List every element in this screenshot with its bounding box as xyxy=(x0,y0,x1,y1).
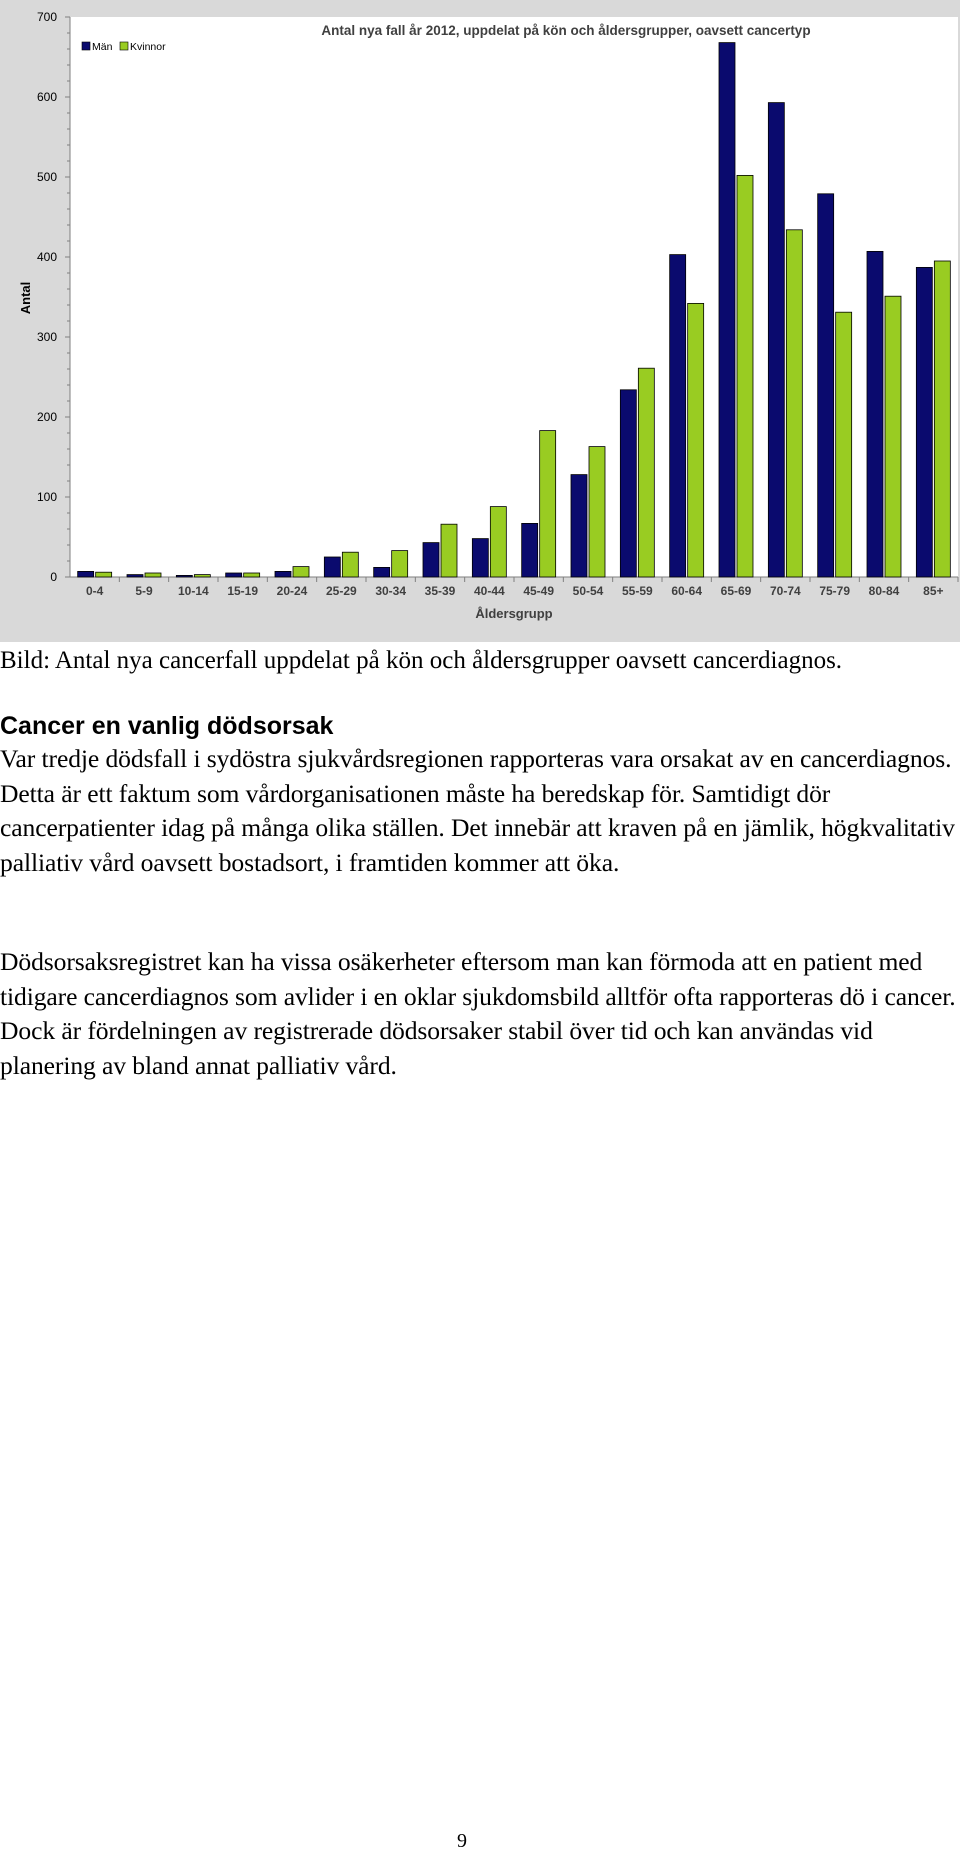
x-tick-label: 60-64 xyxy=(671,584,703,598)
y-tick-label: 200 xyxy=(36,410,57,424)
legend-swatch-man xyxy=(82,42,90,50)
bar-kvinnor-50-54 xyxy=(589,447,605,577)
bar-man-40-44 xyxy=(472,539,488,577)
bar-man-0-4 xyxy=(78,571,94,577)
bar-kvinnor-55-59 xyxy=(638,368,654,577)
bar-kvinnor-45-49 xyxy=(540,431,556,577)
bar-man-70-74 xyxy=(768,103,784,577)
x-tick-label: 40-44 xyxy=(473,584,505,598)
x-tick-label: 15-19 xyxy=(227,584,259,598)
bar-kvinnor-15-19 xyxy=(244,573,260,577)
x-tick-label: 65-69 xyxy=(720,584,752,598)
x-tick-label: 45-49 xyxy=(523,584,555,598)
bar-man-65-69 xyxy=(719,43,735,577)
x-axis-title: Åldersgrupp xyxy=(475,606,553,621)
x-tick-label: 0-4 xyxy=(85,584,104,598)
bar-man-75-79 xyxy=(818,194,834,577)
bar-man-5-9 xyxy=(127,575,143,577)
y-tick-label: 700 xyxy=(36,10,57,24)
bar-man-45-49 xyxy=(522,523,538,577)
bar-kvinnor-35-39 xyxy=(441,524,457,577)
x-tick-label: 85+ xyxy=(923,584,944,598)
x-tick-label: 70-74 xyxy=(769,584,801,598)
bar-kvinnor-60-64 xyxy=(688,303,704,577)
bar-man-80-84 xyxy=(867,251,883,577)
bar-man-50-54 xyxy=(571,475,587,577)
x-tick-label: 5-9 xyxy=(135,584,153,598)
paragraph-2: Dödsorsaksregistret kan ha vissa osäkerheter eftersom man kan förmoda att en patient med tidigare cancerdiagnos som avlider i en oklar sjukdomsbild alltför ofta rapporteras dö i cancer. Dock är fördelningen av registrerade dödsorsaker stabil över tid och kan användas vid planering av bland annat palliativ vård. xyxy=(0,947,956,1080)
y-tick-label: 500 xyxy=(36,170,57,184)
y-tick-label: 0 xyxy=(50,570,57,584)
bar-man-85+ xyxy=(916,267,932,577)
x-tick-label: 55-59 xyxy=(621,584,653,598)
figure-caption: Bild: Antal nya cancerfall uppdelat på kön och åldersgrupper oavsett cancerdiagnos. xyxy=(0,647,843,674)
bar-man-55-59 xyxy=(620,390,636,577)
x-tick-label: 80-84 xyxy=(868,584,900,598)
bar-man-20-24 xyxy=(275,571,291,577)
bar-man-60-64 xyxy=(670,255,686,577)
legend-label-man: Män xyxy=(92,41,113,53)
bar-kvinnor-80-84 xyxy=(885,296,901,577)
bar-kvinnor-70-74 xyxy=(786,230,802,577)
bar-kvinnor-30-34 xyxy=(392,551,408,577)
bar-kvinnor-85+ xyxy=(934,261,950,577)
bar-kvinnor-10-14 xyxy=(194,575,210,577)
bar-man-35-39 xyxy=(423,543,439,577)
x-tick-label: 35-39 xyxy=(424,584,456,598)
bar-man-25-29 xyxy=(324,557,340,577)
y-tick-label: 400 xyxy=(36,250,57,264)
paragraph-1: Var tredje dödsfall i sydöstra sjukvårdsregionen rapporteras vara orsakat av en cancerdiagnos. Detta är ett faktum som vårdorganisationen måste ha beredskap för. Samtidigt dör cancerpatienter idag på många olika ställen. Det innebär att kraven på en jämlik, högkvalitativ palliativ vård oavsett bostadsort, i framtiden kommer att öka. xyxy=(0,744,955,877)
bar-man-15-19 xyxy=(226,573,242,577)
y-axis-title: Antal xyxy=(18,281,33,315)
x-tick-label: 10-14 xyxy=(177,584,209,598)
x-tick-label: 75-79 xyxy=(819,584,851,598)
y-tick-label: 300 xyxy=(36,330,57,344)
bar-man-10-14 xyxy=(176,575,192,577)
y-tick-label: 100 xyxy=(36,490,57,504)
bar-kvinnor-40-44 xyxy=(490,507,506,577)
age-group-bar-chart xyxy=(0,0,960,642)
y-tick-label: 600 xyxy=(36,90,57,104)
chart-svg xyxy=(0,0,960,642)
section-heading: Cancer en vanlig dödsorsak xyxy=(0,712,334,740)
bar-kvinnor-20-24 xyxy=(293,567,309,577)
bar-kvinnor-5-9 xyxy=(145,573,161,577)
legend-swatch-kvinnor xyxy=(120,42,128,50)
bar-kvinnor-65-69 xyxy=(737,175,753,577)
page-number: 9 xyxy=(457,1830,467,1852)
x-tick-label: 25-29 xyxy=(325,584,357,598)
bar-man-30-34 xyxy=(374,567,390,577)
chart-title: Antal nya fall år 2012, uppdelat på kön och åldersgrupper, oavsett cancertyp xyxy=(321,23,811,38)
x-tick-label: 20-24 xyxy=(276,584,308,598)
legend-label-kvinnor: Kvinnor xyxy=(130,41,166,53)
x-tick-label: 30-34 xyxy=(375,584,407,598)
bar-kvinnor-25-29 xyxy=(342,552,358,577)
bar-kvinnor-0-4 xyxy=(96,572,112,577)
bar-kvinnor-75-79 xyxy=(836,312,852,577)
x-tick-label: 50-54 xyxy=(572,584,604,598)
